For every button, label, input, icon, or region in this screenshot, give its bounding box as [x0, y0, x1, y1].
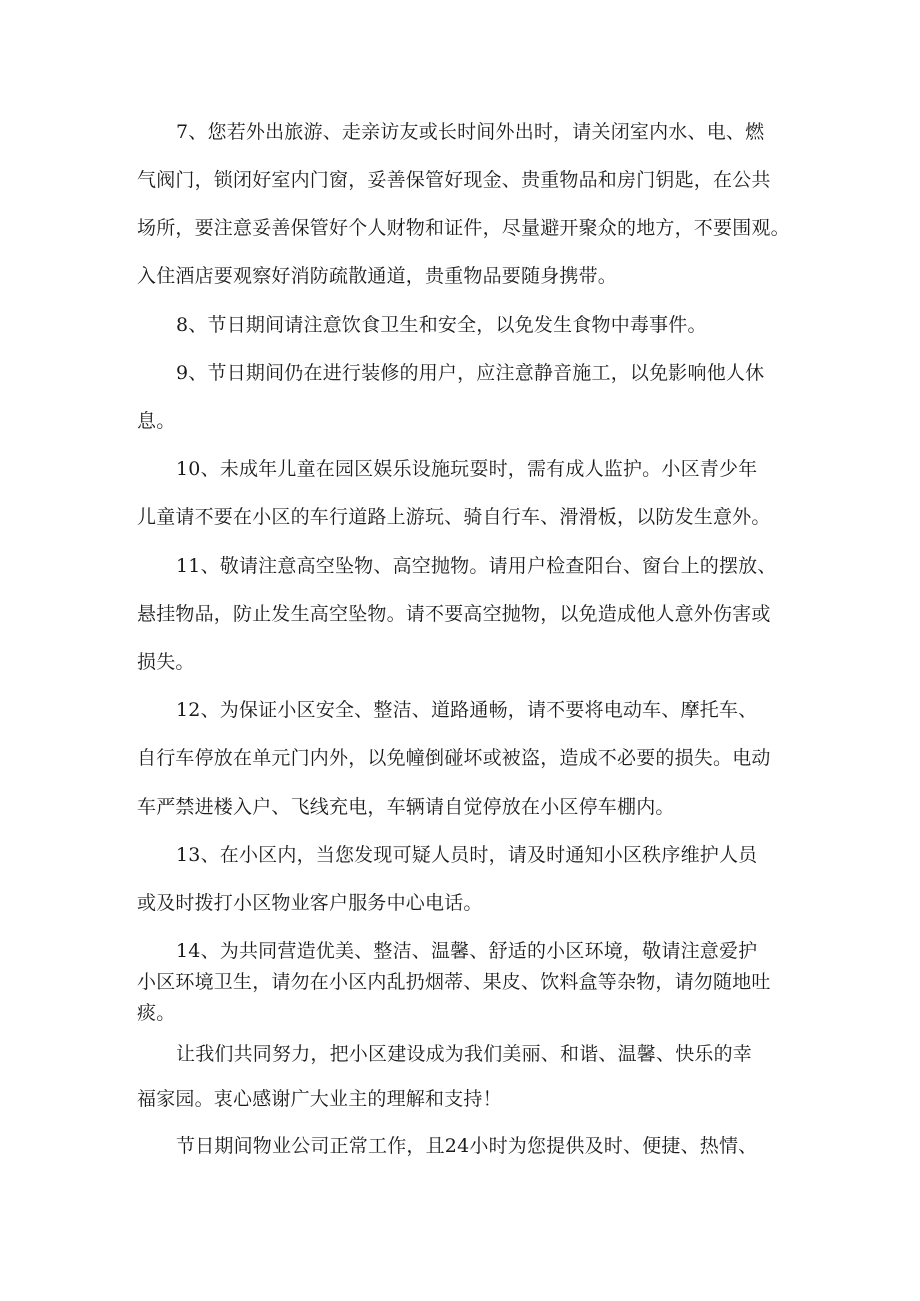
text-line: 损失。	[137, 651, 195, 673]
text-line: 14、为共同营造优美、整洁、温馨、舒适的小区环境，敬请注意爱护	[176, 940, 758, 962]
text-line: 气阀门，锁闭好室内门窗，妥善保管好现金、贵重物品和房门钥匙，在公共	[137, 169, 771, 191]
text-line: 12、为保证小区安全、整洁、道路通畅，请不要将电动车、摩托车、	[176, 699, 758, 721]
text-line: 11、敬请注意高空坠物、高空抛物。请用户检查阳台、窗台上的摆放、	[176, 555, 777, 577]
text-line: 10、未成年儿童在园区娱乐设施玩耍时，需有成人监护。小区青少年	[176, 458, 758, 480]
text-line: 8、节日期间请注意饮食卫生和安全，以免发生食物中毒事件。	[176, 314, 707, 336]
text-line: 7、您若外出旅游、走亲访友或长时间外出时，请关闭室内水、电、燃	[176, 121, 765, 143]
text-line: 儿童请不要在小区的车行道路上游玩、骑自行车、滑滑板，以防发生意外。	[137, 506, 771, 528]
text-line: 9、节日期间仍在进行装修的用户，应注意静音施工，以免影响他人休	[176, 362, 765, 384]
text-line: 痰。	[137, 1002, 176, 1024]
text-line: 息。	[137, 410, 176, 432]
text-line: 13、在小区内，当您发现可疑人员时，请及时通知小区秩序维护人员	[176, 844, 758, 866]
text-line: 节日期间物业公司正常工作，且24小时为您提供及时、便捷、热情、	[176, 1135, 758, 1157]
text-line: 悬挂物品，防止发生高空坠物。请不要高空抛物，以免造成他人意外伤害或	[137, 603, 771, 625]
text-line: 福家园。衷心感谢广大业主的理解和支持！	[137, 1088, 502, 1110]
text-line: 车严禁进楼入户、飞线充电，车辆请自觉停放在小区停车棚内。	[137, 796, 675, 818]
text-line: 自行车停放在单元门内外，以免幢倒碰坏或被盗，造成不必要的损失。电动	[137, 747, 771, 769]
text-line: 入住酒店要观察好消防疏散通道，贵重物品要随身携带。	[137, 265, 618, 287]
text-line: 小区环境卫生，请勿在小区内乱扔烟蒂、果皮、饮料盒等杂物，请勿随地吐	[137, 971, 771, 993]
text-line: 让我们共同努力，把小区建设成为我们美丽、和谐、温馨、快乐的幸	[176, 1043, 753, 1065]
text-line: 或及时拨打小区物业客户服务中心电话。	[137, 892, 483, 914]
text-line: 场所，要注意妥善保管好个人财物和证件，尽量避开聚众的地方，不要围观。	[137, 217, 790, 239]
